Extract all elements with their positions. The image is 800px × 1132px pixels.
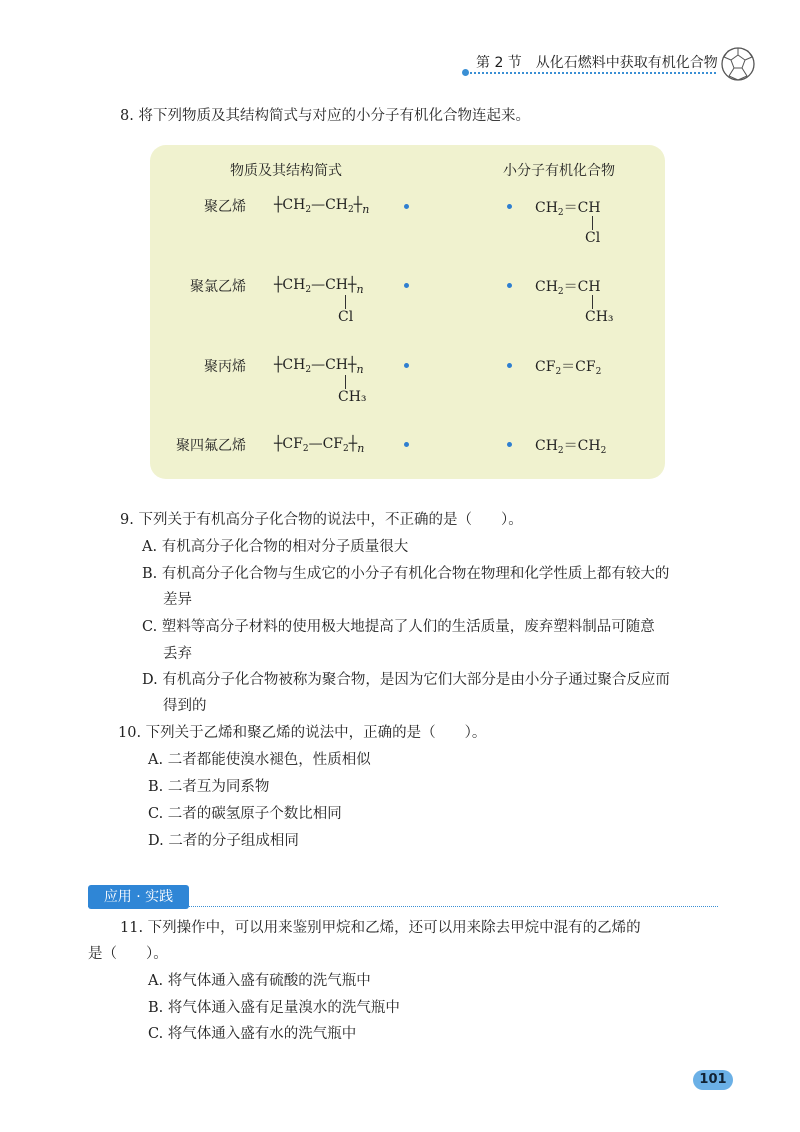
right-match-dot[interactable] (507, 204, 512, 209)
left-match-dot[interactable] (404, 283, 409, 288)
q11-option-c: C. 将气体通入盛有水的洗气瓶中 (148, 1026, 357, 1042)
ptfe-formula: $┼CF_2—CF_2┼_n$ (274, 436, 365, 455)
chapter-header-title: 第 2 节 从化石燃料中获取有机化合物 (476, 55, 718, 71)
question-11-stem-cont: 是（ ）。 (88, 946, 168, 962)
q9-option-b-cont: 差异 (163, 592, 192, 608)
q9-option-d: D. 有机高分子化合物被称为聚合物，是因为它们大部分是由小分子通过聚合反应而 (142, 672, 670, 688)
section-tag-application-practice: 应用 · 实践 (88, 885, 189, 909)
question-10-stem: 10. 下列关于乙烯和聚乙烯的说法中，正确的是（ ）。 (118, 725, 487, 741)
bond-line (592, 216, 593, 230)
polyethylene-formula: $┼CH_2—CH_2┼_n$ (274, 197, 370, 216)
question-11-stem: 11. 下列操作中，可以用来鉴别甲烷和乙烯，还可以用来除去甲烷中混有的乙烯的 (120, 920, 641, 936)
page-number: 101 (693, 1070, 733, 1090)
left-column-header: 物质及其结构简式 (230, 163, 342, 179)
q9-option-b: B. 有机高分子化合物与生成它的小分子有机化合物在物理和化学性质上都有较大的 (142, 566, 670, 582)
right-column-header: 小分子有机化合物 (503, 163, 615, 179)
substituent-label: Cl (338, 309, 354, 325)
q10-option-d: D. 二者的分子组成相同 (148, 833, 299, 849)
ethylene-formula: $CH_2=CH_2$ (535, 438, 607, 456)
polymer-name-ptfe: 聚四氟乙烯 (176, 438, 246, 454)
substituent-label: Cl (585, 230, 601, 246)
left-match-dot[interactable] (404, 204, 409, 209)
q10-option-a: A. 二者都能使溴水褪色，性质相似 (148, 752, 371, 768)
right-match-dot[interactable] (507, 442, 512, 447)
polymer-name-polypropylene: 聚丙烯 (204, 359, 246, 375)
question-8-stem: 8. 将下列物质及其结构简式与对应的小分子有机化合物连起来。 (120, 108, 530, 124)
right-match-dot[interactable] (507, 363, 512, 368)
right-match-dot[interactable] (507, 283, 512, 288)
polymer-name-pvc: 聚氯乙烯 (190, 279, 246, 295)
q10-option-c: C. 二者的碳氢原子个数比相同 (148, 806, 342, 822)
polymer-name-polyethylene: 聚乙烯 (204, 199, 246, 215)
substituent-label: CH₃ (585, 309, 614, 325)
vinyl-chloride-formula: $CH_2=CH$ (535, 200, 601, 218)
propene-formula: $CH_2=CH$ (535, 279, 601, 297)
header-dotted-rule (466, 72, 716, 74)
q10-option-b: B. 二者互为同系物 (148, 779, 270, 795)
pvc-formula: $┼CH_2—CH┼_n$ (274, 277, 364, 296)
bond-line (345, 375, 346, 389)
bond-line (592, 295, 593, 309)
substituent-label: CH₃ (338, 389, 367, 405)
question-9-stem: 9. 下列关于有机高分子化合物的说法中，不正确的是（ ）。 (120, 512, 523, 528)
q9-option-d-cont: 得到的 (163, 698, 207, 714)
polypropylene-formula: $┼CH_2—CH┼_n$ (274, 357, 364, 376)
tetrafluoroethylene-formula: $CF_2=CF_2$ (535, 359, 602, 377)
q11-option-a: A. 将气体通入盛有硫酸的洗气瓶中 (148, 973, 371, 989)
left-match-dot[interactable] (404, 363, 409, 368)
q9-option-c: C. 塑料等高分子材料的使用极大地提高了人们的生活质量，废弃塑料制品可随意 (142, 619, 655, 635)
fullerene-logo-icon (720, 46, 756, 82)
bond-line (345, 295, 346, 309)
q9-option-c-cont: 丢弃 (163, 646, 192, 662)
q9-option-a: A. 有机高分子化合物的相对分子质量很大 (142, 539, 409, 555)
left-match-dot[interactable] (404, 442, 409, 447)
q11-option-b: B. 将气体通入盛有足量溴水的洗气瓶中 (148, 1000, 400, 1016)
